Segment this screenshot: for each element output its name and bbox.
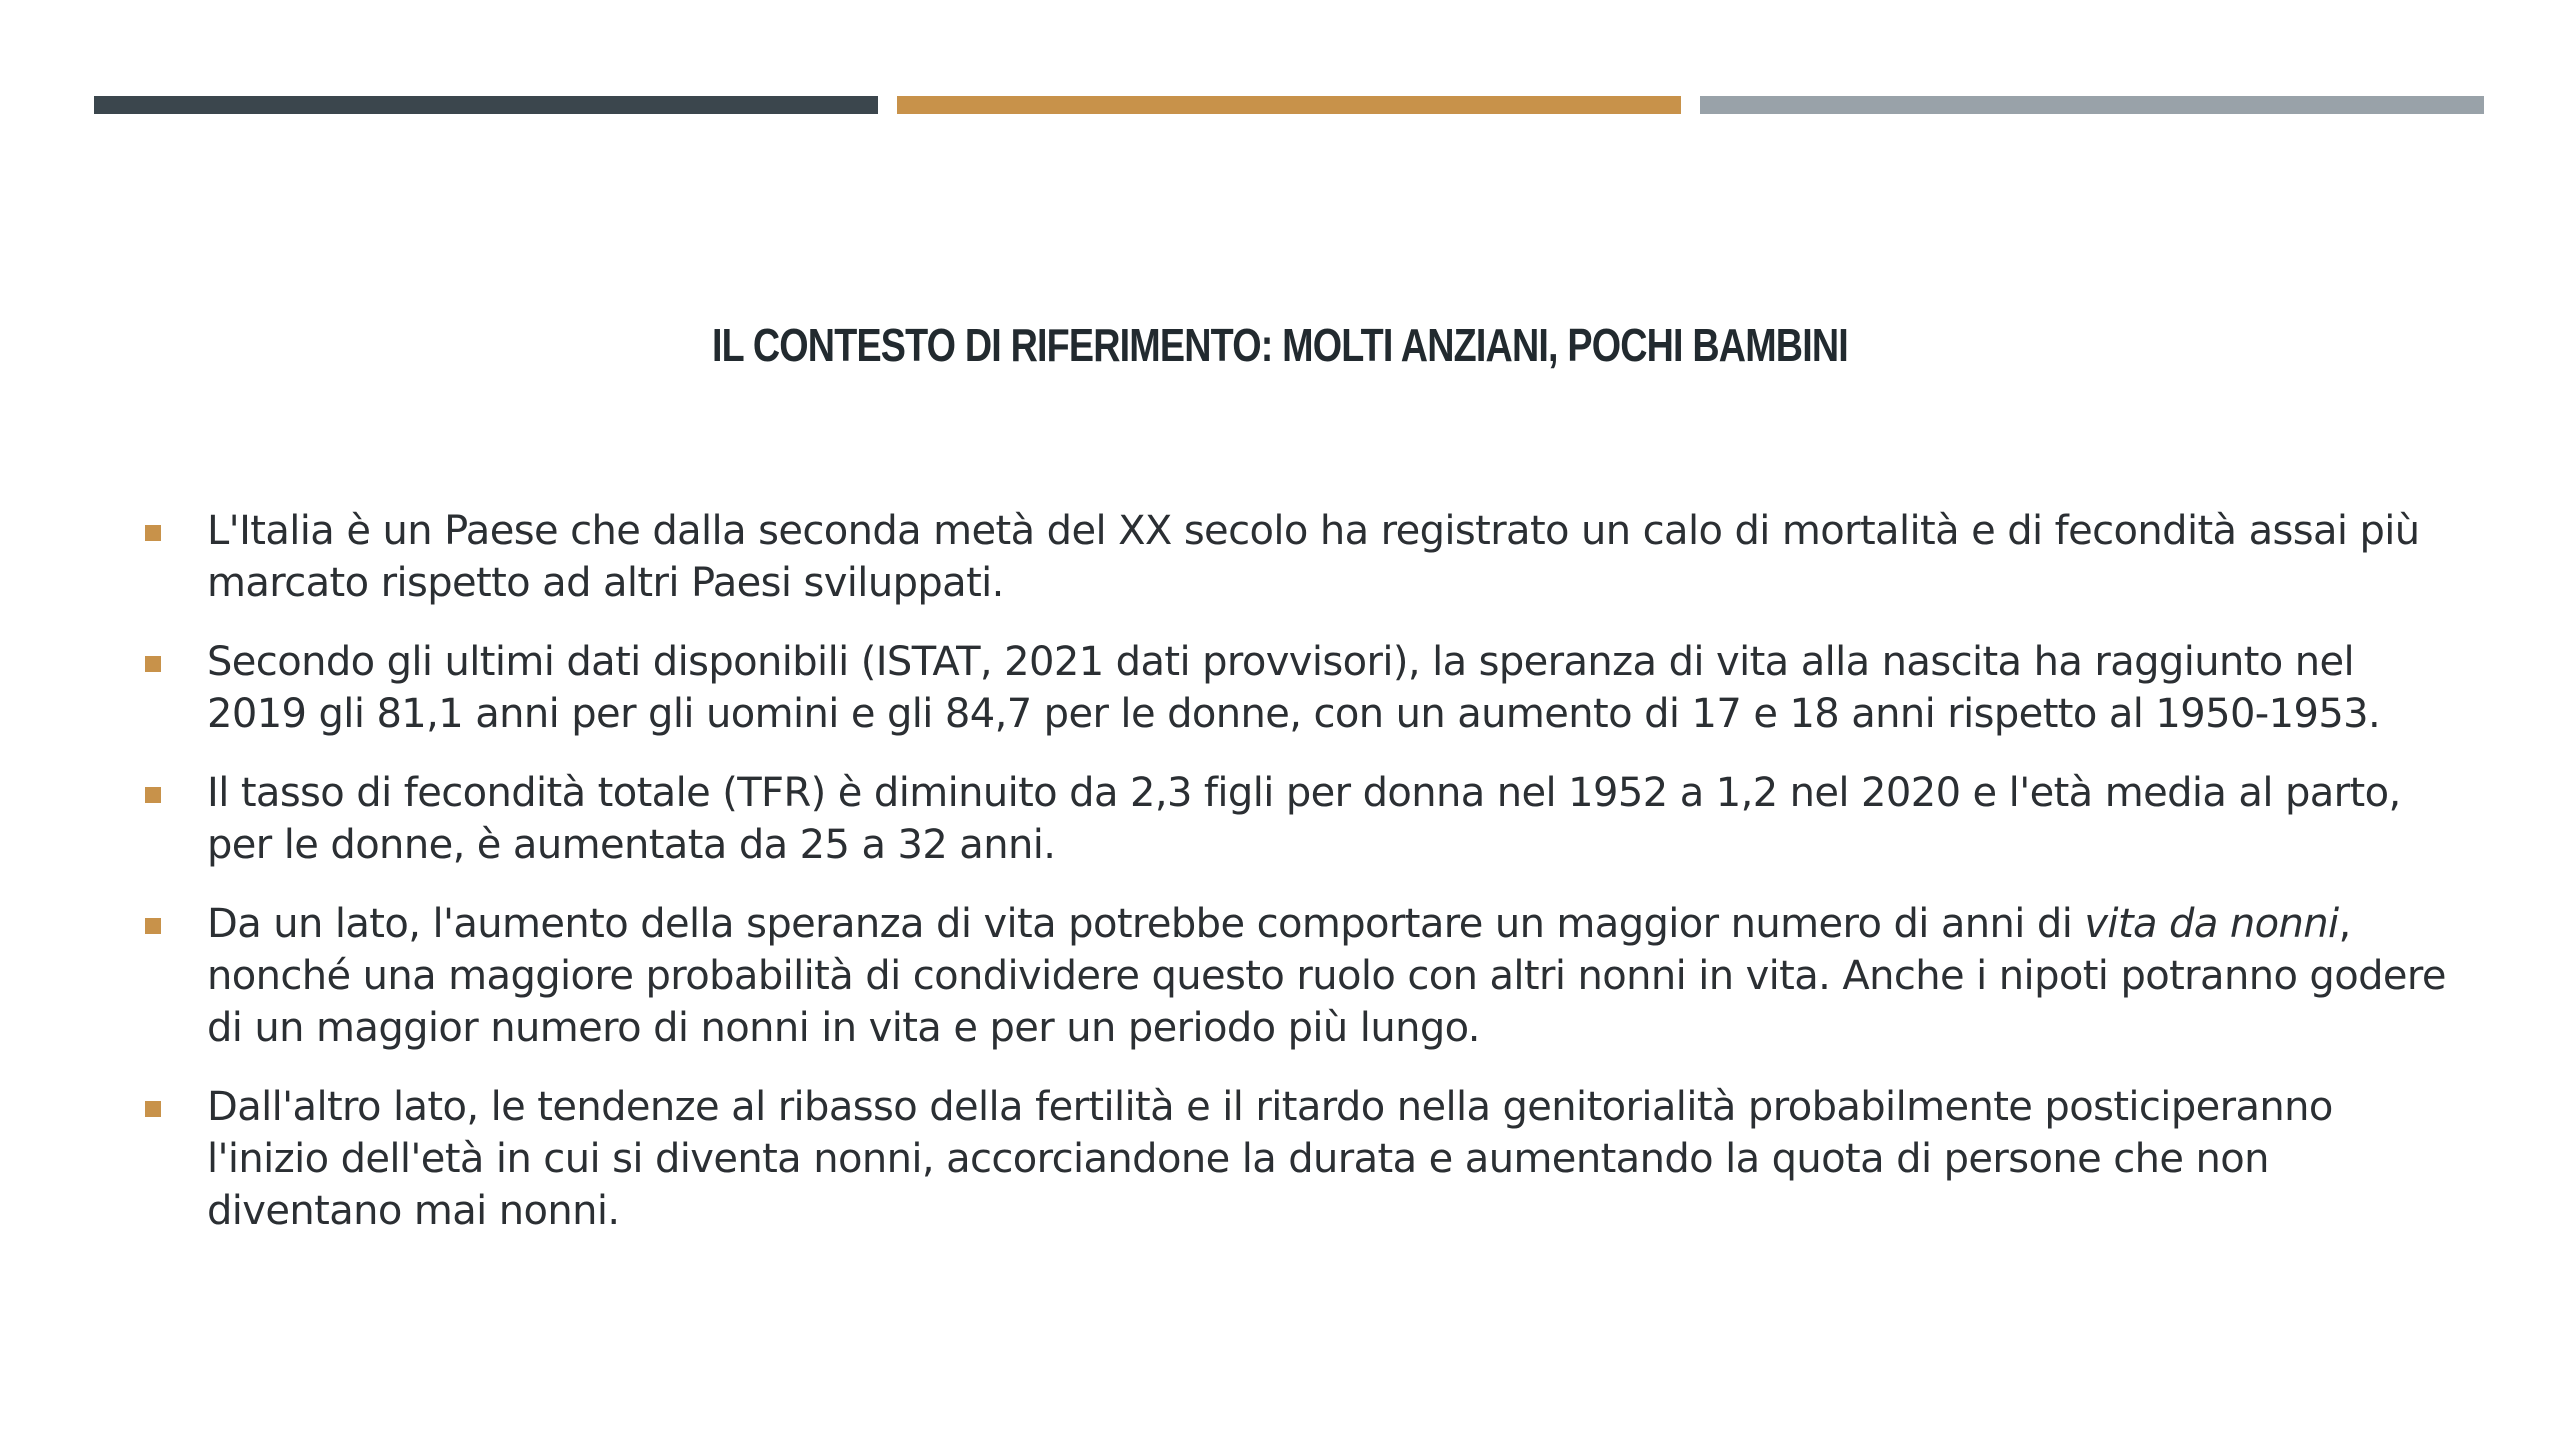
bullet-item-fertility-decline — [143, 1081, 2453, 1237]
square-bullet-icon — [145, 1101, 161, 1117]
square-bullet-icon — [145, 787, 161, 803]
bullet-text: Dall'altro lato, le tendenze al ribasso della fertilità e il ritardo nella genitorialità probabilmente posticiperanno l'inizio dell'età in cui si diventa nonni, accorciandone la durata e aumentando la quota di persone che non diventano mai nonni. — [207, 1084, 2333, 1234]
bullet-item-mortality — [143, 505, 2453, 609]
decorative-bar-gold — [897, 96, 1681, 114]
square-bullet-icon — [145, 918, 161, 934]
bullet-text-after: , nonché una maggiore probabilità di condividere questo ruolo con altri nonni in vita. Anche i nipoti potranno godere di un maggior numero di nonni in vita e per un periodo più lungo. — [207, 901, 2446, 1051]
bullet-item-fertility-rate — [143, 767, 2453, 871]
bullet-item-grandparent-years — [143, 898, 2453, 1054]
bullet-text: Secondo gli ultimi dati disponibili (ISTAT, 2021 dati provvisori), la speranza di vita alla nascita ha raggiunto nel 2019 gli 81,1 anni per gli uomini e gli 84,7 per le donne, con un aumento di 17 e 18 anni rispetto al 1950-1953. — [207, 639, 2381, 737]
decorative-bar-gray — [1700, 96, 2484, 114]
bullet-item-life-expectancy — [143, 636, 2453, 740]
square-bullet-icon — [145, 656, 161, 672]
bullet-text: L'Italia è un Paese che dalla seconda metà del XX secolo ha registrato un calo di mortalità e di fecondità assai più marcato rispetto ad altri Paesi sviluppati. — [207, 508, 2420, 606]
bullet-text: Il tasso di fecondità totale (TFR) è diminuito da 2,3 figli per donna nel 1952 a 1,2 nel 2020 e l'età media al parto, per le donne, è aumentata da 25 a 32 anni. — [207, 770, 2401, 868]
slide-title: IL CONTESTO DI RIFERIMENTO: MOLTI ANZIANI, POCHI BAMBINI — [712, 319, 1848, 371]
bullet-text — [207, 901, 2446, 1051]
decorative-bar-dark — [94, 96, 878, 114]
square-bullet-icon — [145, 525, 161, 541]
bullet-list — [143, 505, 2453, 1264]
bullet-text-before: Da un lato, l'aumento della speranza di vita potrebbe comportare un maggior numero di anni di — [207, 901, 2085, 947]
bullet-text-italic: vita da nonni — [2084, 901, 2339, 947]
